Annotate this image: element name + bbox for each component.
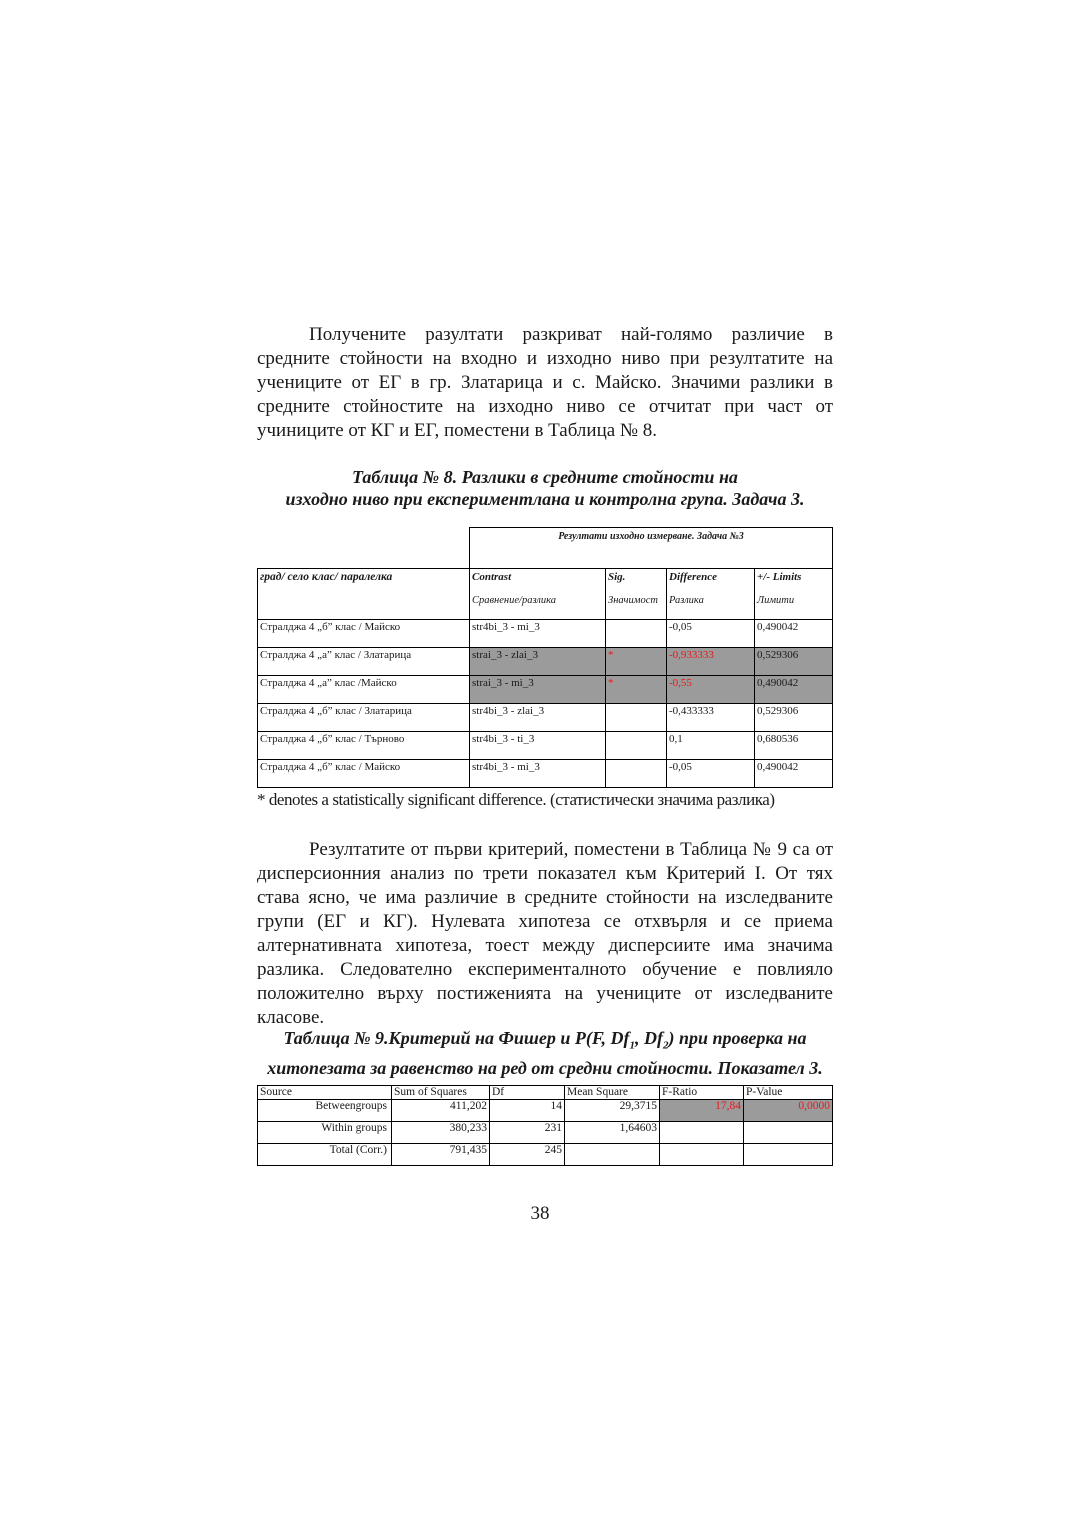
col-limits-en: +/- Limits <box>757 571 802 583</box>
cell-f <box>660 1144 744 1166</box>
cell-group: Стралджа 4 „б” клас / Майско <box>258 620 470 648</box>
cell-limits: 0,490042 <box>755 620 833 648</box>
col-difference-bg: Разлика <box>669 595 704 606</box>
table-row <box>258 1100 833 1122</box>
table8-caption <box>240 466 850 510</box>
cell-source: Within groups <box>258 1122 392 1144</box>
cell-limits: 0,529306 <box>755 704 833 732</box>
page-number: 38 <box>530 1203 550 1224</box>
cell-df: 231 <box>490 1122 565 1144</box>
cell-p: 0,0000 <box>744 1100 833 1122</box>
caption9-part2: , Df <box>635 1028 664 1048</box>
paragraph-1: Получените разултати разкриват най-голямо различие в средните стойности на входно и изходно ниво при резултатите на учениците от ЕГ в гр. Златарица и с. Майско. Значими разлики в средните стойностите на изходно ниво се отчитат при част от учиниците от КГ и ЕГ, поместени в Таблица № 8. <box>257 324 833 441</box>
table9-head-source: Source <box>258 1086 392 1100</box>
cell-p <box>744 1122 833 1144</box>
table9-caption-line2: хитопезата за равенство на ред от средни стойности. Показател 3. <box>267 1057 823 1078</box>
table-row <box>258 1144 833 1166</box>
cell-limits: 0,529306 <box>755 648 833 676</box>
table9-caption <box>240 1027 850 1079</box>
table-row <box>258 676 833 704</box>
col-limits-bg: Лимити <box>757 595 795 606</box>
table9-head-ms: Mean Square <box>565 1086 660 1100</box>
table8-row-header: град/ село клас/ паралелка <box>258 569 470 620</box>
cell-group: Стралджа 4 „а” клас / Златарица <box>258 648 470 676</box>
col-sig-en: Sig. <box>608 571 626 583</box>
table-row <box>258 732 833 760</box>
table9-caption-line1 <box>240 1027 850 1057</box>
table-row <box>258 648 833 676</box>
col-sig-bg: Значимост <box>608 595 658 606</box>
cell-difference: -0,933333 <box>667 648 755 676</box>
cell-ss: 791,435 <box>392 1144 490 1166</box>
table9-head-df: Df <box>490 1086 565 1100</box>
cell-ss: 411,202 <box>392 1100 490 1122</box>
cell-limits: 0,680536 <box>755 732 833 760</box>
cell-contrast: str4bi_3 - mi_3 <box>470 620 606 648</box>
caption9-sub1: 1 <box>629 1039 636 1052</box>
cell-sig <box>606 704 667 732</box>
table-row <box>258 1122 833 1144</box>
table8-caption-line1: Таблица № 8. Разлики в средните стойности на <box>352 467 738 487</box>
cell-difference: -0,05 <box>667 620 755 648</box>
cell-sig <box>606 620 667 648</box>
cell-group: Стралджа 4 „а” клас /Майско <box>258 676 470 704</box>
table8-col-limits <box>755 569 833 620</box>
table8-note: * denotes a statistically significant difference. (статистически значима разлика) <box>257 790 775 809</box>
cell-p <box>744 1144 833 1166</box>
cell-contrast: strai_3 - mi_3 <box>470 676 606 704</box>
cell-group: Стралджа 4 „б” клас / Майско <box>258 760 470 788</box>
cell-ss: 380,233 <box>392 1122 490 1144</box>
cell-group: Стралджа 4 „б” клас / Търново <box>258 732 470 760</box>
col-contrast-bg: Сравнение/разлика <box>472 595 557 606</box>
cell-df: 14 <box>490 1100 565 1122</box>
cell-f: 17,84 <box>660 1100 744 1122</box>
cell-difference: 0,1 <box>667 732 755 760</box>
table8-col-difference <box>667 569 755 620</box>
table9-header-row <box>258 1086 833 1100</box>
col-contrast-en: Contrast <box>472 571 512 583</box>
table8-blank-corner <box>258 528 470 569</box>
cell-contrast: strai_3 - zlai_3 <box>470 648 606 676</box>
paragraph-2: Резултатите от първи критерий, поместени в Таблица № 9 са от дисперсионния анализ по трети показател към Критерий I. От тях става ясно, че има различие в средните стойности на изследваните групи (ЕГ и КГ). Нулевата хипотеза се отхвърля и се приема алтернативната хипотеза, тоест между дисперсиите има значима разлика. Следователно експерименталното обучение е повлияло положително върху постиженията на учениците от изследваните класове. <box>257 839 833 1028</box>
cell-contrast: str4bi_3 - mi_3 <box>470 760 606 788</box>
caption9-part1: Таблица № 9.Критерий на Фишер и P(F, Df <box>283 1028 630 1048</box>
table9-head-f: F-Ratio <box>660 1086 744 1100</box>
table-row <box>258 704 833 732</box>
cell-sig <box>606 732 667 760</box>
cell-limits: 0,490042 <box>755 676 833 704</box>
table9 <box>257 1085 833 1166</box>
cell-ms: 1,64603 <box>565 1122 660 1144</box>
cell-f <box>660 1122 744 1144</box>
table8-col-contrast <box>470 569 606 620</box>
cell-difference: -0,55 <box>667 676 755 704</box>
caption9-sub2: 2 <box>663 1039 669 1052</box>
cell-source: Total (Corr.) <box>258 1144 392 1166</box>
cell-limits: 0,490042 <box>755 760 833 788</box>
cell-difference: -0,433333 <box>667 704 755 732</box>
table8-col-sig <box>606 569 667 620</box>
cell-sig: * <box>606 648 667 676</box>
table-row <box>258 760 833 788</box>
table9-head-p: P-Value <box>744 1086 833 1100</box>
cell-sig: * <box>606 676 667 704</box>
col-difference-en: Difference <box>669 571 718 583</box>
cell-ms <box>565 1144 660 1166</box>
cell-ms: 29,3715 <box>565 1100 660 1122</box>
table-row <box>258 620 833 648</box>
cell-sig <box>606 760 667 788</box>
cell-source: Betweengroups <box>258 1100 392 1122</box>
cell-difference: -0,05 <box>667 760 755 788</box>
table8-caption-line2: изходно ниво при експериментлана и контролна група. Задача 3. <box>285 489 805 509</box>
cell-contrast: str4bi_3 - ti_3 <box>470 732 606 760</box>
cell-df: 245 <box>490 1144 565 1166</box>
table9-head-ss: Sum of Squares <box>392 1086 490 1100</box>
table8 <box>257 527 833 788</box>
cell-contrast: str4bi_3 - zlai_3 <box>470 704 606 732</box>
cell-group: Стралджа 4 „б” клас / Златарица <box>258 704 470 732</box>
table8-top-header: Резултати изходно измерване. Задача №3 <box>470 528 833 569</box>
caption9-part3: ) при проверка на <box>668 1028 807 1048</box>
